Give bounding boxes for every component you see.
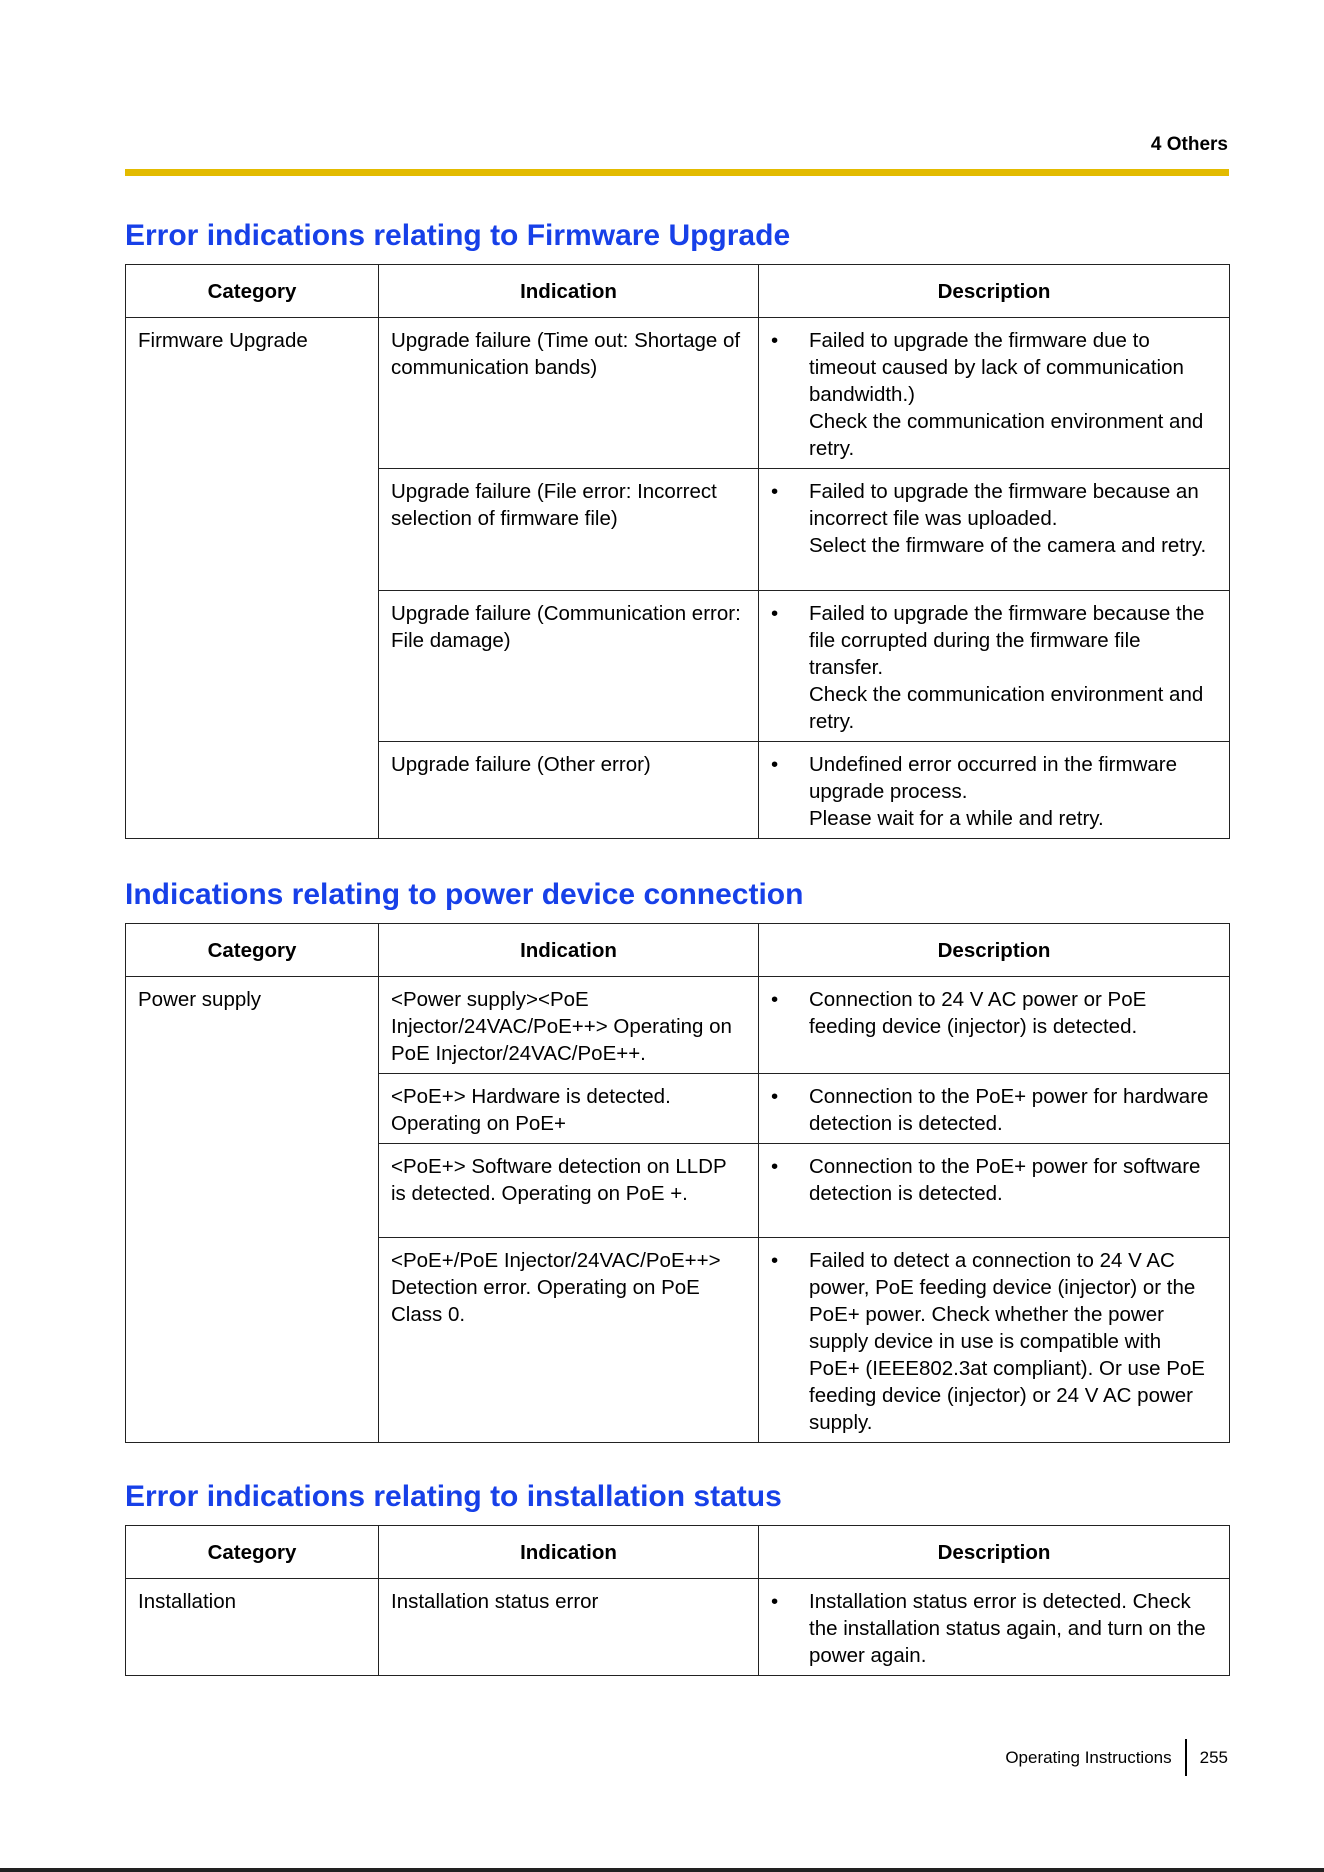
page-number: 255 (1199, 1747, 1228, 1767)
column-header-indication: Indication (379, 924, 759, 977)
installation-status-table (125, 1525, 1230, 1676)
bullet-point: • (771, 1085, 779, 1108)
indication-cell: Upgrade failure (File error: Incorrect selection of firmware file) (379, 469, 759, 591)
column-header-description: Description (759, 924, 1230, 977)
column-header-description: Description (759, 265, 1230, 318)
column-header-indication: Indication (379, 1526, 759, 1579)
installation-status-section (125, 1477, 1229, 1676)
description-cell (759, 1238, 1230, 1443)
description-cell (759, 1074, 1230, 1144)
indication-cell: <PoE+> Software detection on LLDP is detected. Operating on PoE +. (379, 1144, 759, 1238)
description-cell (759, 591, 1230, 742)
description-line: Connection to the PoE+ power for hardware detection is detected. (809, 1085, 1209, 1135)
table-header-row (126, 924, 1230, 977)
indication-cell: <Power supply><PoE Injector/24VAC/PoE++> Operating on PoE Injector/24VAC/PoE++. (379, 977, 759, 1074)
section-title: Indications relating to power device connection (125, 878, 804, 911)
description-line: Select the firmware of the camera and retry. (809, 534, 1207, 557)
indication-cell: Installation status error (379, 1579, 759, 1676)
page-footer (1005, 1739, 1228, 1776)
indication-cell: Upgrade failure (Communication error: File damage) (379, 591, 759, 742)
section-title: Error indications relating to installation status (125, 1480, 782, 1513)
description-cell (759, 1144, 1230, 1238)
description-cell (759, 742, 1230, 839)
power-device-section (125, 875, 1229, 1443)
page-bottom-edge (0, 1868, 1324, 1872)
category-cell: Power supply (126, 977, 379, 1443)
description-cell (759, 1579, 1230, 1676)
bullet-point: • (771, 329, 779, 352)
description-line: Installation status error is detected. Check the installation status again, and turn on the power again. (809, 1590, 1206, 1667)
column-header-category: Category (126, 924, 379, 977)
indication-cell: Upgrade failure (Other error) (379, 742, 759, 839)
table-row (126, 318, 1230, 469)
bullet-point: • (771, 988, 779, 1011)
indication-cell: Upgrade failure (Time out: Shortage of communication bands) (379, 318, 759, 469)
table-row (126, 977, 1230, 1074)
column-header-category: Category (126, 265, 379, 318)
firmware-upgrade-section (125, 216, 1229, 839)
description-line: Undefined error occurred in the firmware upgrade process. (809, 753, 1178, 803)
header-rule (125, 169, 1229, 176)
description-cell (759, 469, 1230, 591)
category-cell: Installation (126, 1579, 379, 1676)
column-header-description: Description (759, 1526, 1230, 1579)
power-device-table (125, 923, 1230, 1443)
category-cell: Firmware Upgrade (126, 318, 379, 839)
table-header-row (126, 265, 1230, 318)
description-line: Check the communication environment and retry. (809, 683, 1204, 733)
document-title: Operating Instructions (1005, 1747, 1172, 1767)
description-line: Failed to detect a connection to 24 V AC power, PoE feeding device (injector) or the PoE+ power. Check whether the power supply device in use is compatible with PoE+ (IEEE802.3at compliant). Or use PoE feeding device (injector) or 24 V AC power supply. (809, 1249, 1205, 1434)
description-line: Failed to upgrade the firmware because an incorrect file was uploaded. (809, 480, 1199, 530)
bullet-point: • (771, 480, 779, 503)
bullet-point: • (771, 1590, 779, 1613)
description-cell (759, 318, 1230, 469)
description-line: Connection to 24 V AC power or PoE feeding device (injector) is detected. (809, 988, 1147, 1038)
description-line: Failed to upgrade the firmware because the file corrupted during the firmware file transfer. (809, 602, 1205, 679)
description-cell (759, 977, 1230, 1074)
column-header-category: Category (126, 1526, 379, 1579)
table-header-row (126, 1526, 1230, 1579)
indication-cell: <PoE+/PoE Injector/24VAC/PoE++> Detection error. Operating on PoE Class 0. (379, 1238, 759, 1443)
bullet-point: • (771, 1249, 779, 1272)
description-line: Connection to the PoE+ power for software detection is detected. (809, 1155, 1201, 1205)
column-header-indication: Indication (379, 265, 759, 318)
description-line: Failed to upgrade the firmware due to timeout caused by lack of communication bandwidth.) (809, 329, 1184, 406)
indication-cell: <PoE+> Hardware is detected. Operating on PoE+ (379, 1074, 759, 1144)
chapter-heading: 4 Others (1150, 134, 1228, 155)
section-title: Error indications relating to Firmware Upgrade (125, 219, 791, 252)
bullet-point: • (771, 1155, 779, 1178)
firmware-upgrade-table (125, 264, 1230, 839)
bullet-point: • (771, 602, 779, 625)
footer-divider (1185, 1739, 1187, 1776)
bullet-point: • (771, 753, 779, 776)
table-row (126, 1579, 1230, 1676)
description-line: Please wait for a while and retry. (809, 807, 1104, 830)
description-line: Check the communication environment and retry. (809, 410, 1204, 460)
